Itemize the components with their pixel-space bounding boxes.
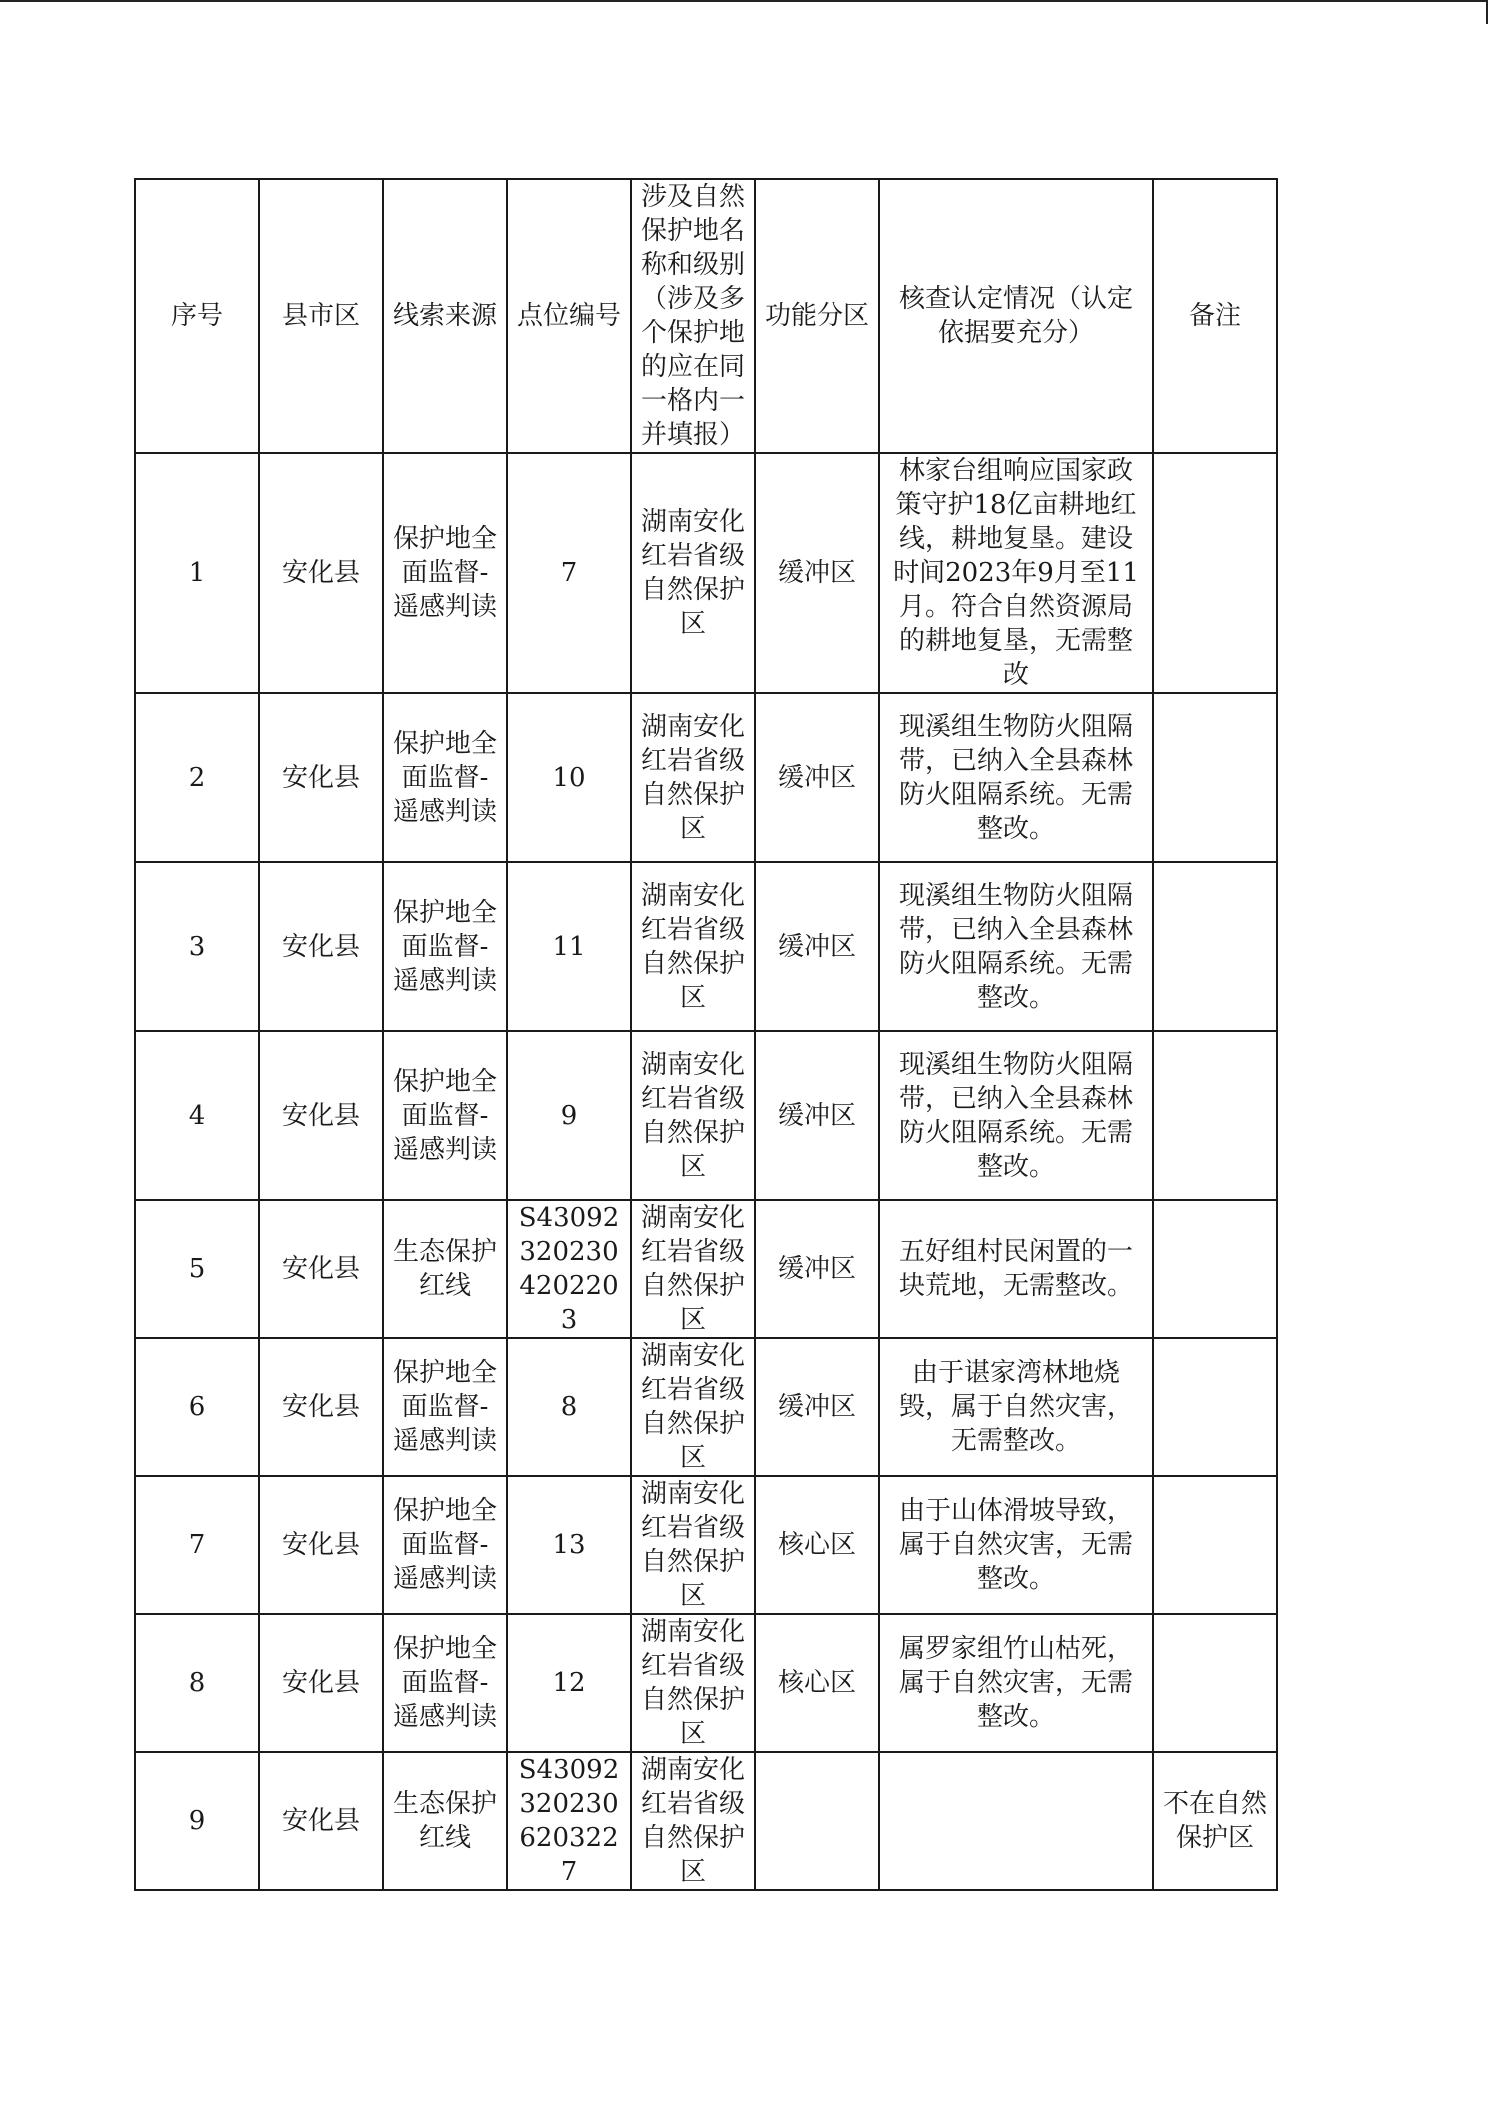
cell-zone: 核心区 — [755, 1476, 879, 1614]
cell-point: 13 — [507, 1476, 631, 1614]
cell-reserve: 湖南安化红岩省级自然保护区 — [631, 1031, 755, 1200]
cell-county: 安化县 — [259, 453, 383, 693]
cell-point: 8 — [507, 1338, 631, 1476]
cell-no: 7 — [135, 1476, 259, 1614]
cell-verify — [879, 1752, 1153, 1890]
table-row — [135, 1031, 1277, 1200]
cell-remark: 不在自然保护区 — [1153, 1752, 1277, 1890]
page-top-rule — [0, 0, 1488, 2]
cell-remark — [1153, 862, 1277, 1031]
cell-no: 2 — [135, 693, 259, 862]
cell-reserve: 湖南安化红岩省级自然保护区 — [631, 1476, 755, 1614]
cell-point: S430923202304202203 — [507, 1200, 631, 1338]
cell-remark — [1153, 1476, 1277, 1614]
table-row — [135, 693, 1277, 862]
cell-county: 安化县 — [259, 1614, 383, 1752]
cell-remark — [1153, 1614, 1277, 1752]
cell-verify: 五好组村民闲置的一块荒地，无需整改。 — [879, 1200, 1153, 1338]
cell-reserve: 湖南安化红岩省级自然保护区 — [631, 1614, 755, 1752]
cell-reserve: 湖南安化红岩省级自然保护区 — [631, 1752, 755, 1890]
cell-verify: 属罗家组竹山枯死，属于自然灾害，无需整改。 — [879, 1614, 1153, 1752]
header-point: 点位编号 — [507, 179, 631, 453]
cell-verify: 现溪组生物防火阻隔带，已纳入全县森林防火阻隔系统。无需整改。 — [879, 1031, 1153, 1200]
cell-zone: 缓冲区 — [755, 862, 879, 1031]
cell-no: 3 — [135, 862, 259, 1031]
cell-point: 10 — [507, 693, 631, 862]
cell-point: 11 — [507, 862, 631, 1031]
cell-county: 安化县 — [259, 1476, 383, 1614]
cell-zone: 缓冲区 — [755, 1338, 879, 1476]
table-row — [135, 1476, 1277, 1614]
cell-source: 保护地全面监督-遥感判读 — [383, 1614, 507, 1752]
cell-no: 8 — [135, 1614, 259, 1752]
cell-county: 安化县 — [259, 693, 383, 862]
cell-source: 保护地全面监督-遥感判读 — [383, 1031, 507, 1200]
header-remark: 备注 — [1153, 179, 1277, 453]
cell-source: 生态保护红线 — [383, 1200, 507, 1338]
header-zone: 功能分区 — [755, 179, 879, 453]
cell-no: 4 — [135, 1031, 259, 1200]
cell-zone: 缓冲区 — [755, 1031, 879, 1200]
cell-zone: 缓冲区 — [755, 1200, 879, 1338]
cell-reserve: 湖南安化红岩省级自然保护区 — [631, 453, 755, 693]
cell-verify: 由于谌家湾林地烧毁，属于自然灾害，无需整改。 — [879, 1338, 1153, 1476]
cell-zone: 缓冲区 — [755, 453, 879, 693]
header-verify: 核查认定情况（认定依据要充分） — [879, 179, 1153, 453]
cell-source: 保护地全面监督-遥感判读 — [383, 693, 507, 862]
table-row — [135, 862, 1277, 1031]
cell-verify: 现溪组生物防火阻隔带，已纳入全县森林防火阻隔系统。无需整改。 — [879, 862, 1153, 1031]
header-reserve: 涉及自然保护地名称和级别（涉及多个保护地的应在同一格内一并填报） — [631, 179, 755, 453]
cell-reserve: 湖南安化红岩省级自然保护区 — [631, 693, 755, 862]
cell-no: 1 — [135, 453, 259, 693]
header-source: 线索来源 — [383, 179, 507, 453]
table-row — [135, 1614, 1277, 1752]
cell-reserve: 湖南安化红岩省级自然保护区 — [631, 862, 755, 1031]
header-county: 县市区 — [259, 179, 383, 453]
cell-county: 安化县 — [259, 1200, 383, 1338]
cell-county: 安化县 — [259, 862, 383, 1031]
cell-zone: 缓冲区 — [755, 693, 879, 862]
cell-county: 安化县 — [259, 1031, 383, 1200]
cell-zone: 核心区 — [755, 1614, 879, 1752]
cell-reserve: 湖南安化红岩省级自然保护区 — [631, 1338, 755, 1476]
table-row — [135, 1200, 1277, 1338]
cell-verify: 林家台组响应国家政策守护18亿亩耕地红线，耕地复垦。建设时间2023年9月至11月。符合自然资源局的耕地复垦，无需整改 — [879, 453, 1153, 693]
cell-no: 6 — [135, 1338, 259, 1476]
cell-source: 保护地全面监督-遥感判读 — [383, 453, 507, 693]
verification-table — [134, 178, 1278, 1891]
cell-point: 12 — [507, 1614, 631, 1752]
cell-remark — [1153, 453, 1277, 693]
cell-remark — [1153, 1338, 1277, 1476]
cell-remark — [1153, 1200, 1277, 1338]
cell-zone — [755, 1752, 879, 1890]
table-row — [135, 1338, 1277, 1476]
cell-no: 5 — [135, 1200, 259, 1338]
cell-point: 7 — [507, 453, 631, 693]
cell-remark — [1153, 693, 1277, 862]
cell-source: 生态保护红线 — [383, 1752, 507, 1890]
cell-county: 安化县 — [259, 1338, 383, 1476]
cell-point: 9 — [507, 1031, 631, 1200]
table-row — [135, 1752, 1277, 1890]
cell-remark — [1153, 1031, 1277, 1200]
header-no: 序号 — [135, 179, 259, 453]
cell-no: 9 — [135, 1752, 259, 1890]
cell-source: 保护地全面监督-遥感判读 — [383, 1476, 507, 1614]
cell-reserve: 湖南安化红岩省级自然保护区 — [631, 1200, 755, 1338]
cell-source: 保护地全面监督-遥感判读 — [383, 1338, 507, 1476]
header-row — [135, 179, 1277, 453]
cell-verify: 现溪组生物防火阻隔带，已纳入全县森林防火阻隔系统。无需整改。 — [879, 693, 1153, 862]
cell-county: 安化县 — [259, 1752, 383, 1890]
cell-source: 保护地全面监督-遥感判读 — [383, 862, 507, 1031]
cell-point: S430923202306203227 — [507, 1752, 631, 1890]
cell-verify: 由于山体滑坡导致，属于自然灾害，无需整改。 — [879, 1476, 1153, 1614]
table-row — [135, 453, 1277, 693]
